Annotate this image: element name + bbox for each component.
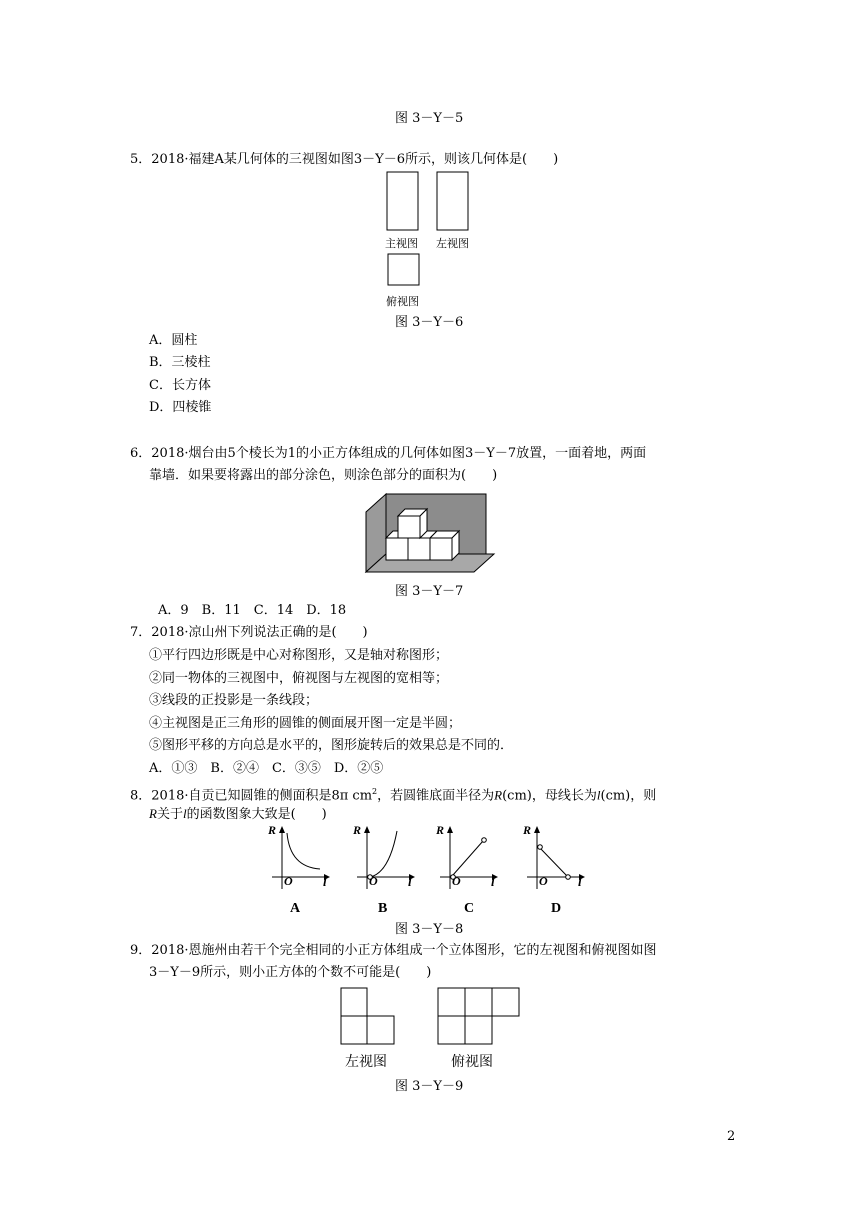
q8-superscript: 2 <box>372 787 378 796</box>
graph-label-c: C <box>464 901 475 916</box>
q7-statement-3: ③线段的正投影是一条线段； <box>149 693 319 708</box>
q8-var-l-2: l <box>182 806 187 821</box>
q5-option-d: D．四棱锥 <box>149 400 212 415</box>
graph-label-a: A <box>290 901 301 916</box>
q5-option-a: A．圆柱 <box>149 333 198 348</box>
page-number: 2 <box>727 1129 736 1144</box>
top-view-label: 俯视图 <box>386 295 419 308</box>
q8-graph-a <box>268 823 338 895</box>
graph-label-b: B <box>378 901 388 916</box>
q6-options: A．9 B．11 C．14 D．18 <box>158 603 347 618</box>
front-view-rect <box>387 172 418 230</box>
figure-caption-3-y-8: 图 3－Y－8 <box>395 922 464 937</box>
q8-stem-part-a: 8．2018·自贡已知圆锥的侧面积是8π cm <box>130 788 373 804</box>
q7-statement-4: ④主视图是正三角形的圆锥的侧面展开图一定是半圆； <box>149 716 462 731</box>
question-8-stem-line2 <box>149 805 327 824</box>
q8-var-r: R <box>494 787 503 803</box>
q7-statement-2: ②同一物体的三视图中，俯视图与左视图的宽相等； <box>149 671 449 686</box>
q5-option-b: B．三棱柱 <box>149 355 211 370</box>
q8-stem-part-e: 关于 <box>156 807 183 822</box>
question-6-stem-line1: 6．2018·烟台由5个棱长为1的小正方体组成的几何体如图3－Y－7放置，一面着地，两面 <box>130 446 647 461</box>
q8-stem-part-b: ，若圆锥底面半径为 <box>377 788 495 804</box>
graph-b-axis-r: R <box>353 823 362 837</box>
cubes-in-corner-figure <box>366 492 496 574</box>
q8-graph-d <box>523 823 593 895</box>
question-9-stem-line2: 3－Y－9所示，则小正方体的个数不可能是( ) <box>149 965 432 980</box>
q8-stem-part-c: (cm)，母线长为 <box>502 788 597 804</box>
question-9-stem-line1: 9．2018·恩施州由若干个完全相同的小正方体组成一个立体图形，它的左视图和俯视图如图 <box>130 943 657 958</box>
graph-b-axis-l: l <box>408 874 412 889</box>
graph-b-origin: O <box>369 874 378 888</box>
q8-stem-part-d: (cm)，则 <box>600 788 657 804</box>
question-5-stem: 5．2018·福建A某几何体的三视图如图3－Y－6所示，则该几何体是( ) <box>130 152 559 167</box>
q9-top-view <box>437 987 523 1047</box>
q5-option-c: C．长方体 <box>149 378 211 393</box>
top-view-square <box>388 254 419 285</box>
graph-c-axis-r: R <box>436 823 445 837</box>
q7-statement-5: ⑤图形平移的方向总是水平的，图形旋转后的效果总是不同的． <box>149 738 514 753</box>
q8-var-r-2: R <box>149 806 157 821</box>
q8-stem-part-f: 的函数图象大致是( ) <box>186 807 327 822</box>
q8-graph-b <box>353 823 423 895</box>
left-view-rect <box>437 172 468 230</box>
graph-a-axis-l: l <box>323 874 327 889</box>
graph-d-origin: O <box>539 874 548 888</box>
figure-caption-3-y-6: 图 3－Y－6 <box>395 315 464 330</box>
question-7-stem: 7．2018·凉山州下列说法正确的是( ) <box>130 625 368 640</box>
q8-graph-c <box>436 823 506 895</box>
front-view-label: 主视图 <box>385 237 418 250</box>
question-8-stem-line1 <box>130 783 656 805</box>
q9-left-view-label: 左视图 <box>345 1054 387 1070</box>
graph-d-axis-r: R <box>523 823 532 837</box>
graph-a-origin: O <box>284 874 293 888</box>
graph-c-axis-l: l <box>491 874 495 889</box>
graph-label-d: D <box>551 901 562 916</box>
figure-caption-3-y-5: 图 3－Y－5 <box>395 111 464 126</box>
graph-d-axis-l: l <box>578 874 582 889</box>
q8-var-l: l <box>596 787 601 803</box>
graph-c-origin: O <box>452 874 461 888</box>
question-6-stem-line2: 靠墙．如果要将露出的部分涂色，则涂色部分的面积为( ) <box>149 468 498 483</box>
graph-a-axis-r: R <box>268 823 277 837</box>
q7-options: A．①③ B．②④ C．③⑤ D．②⑤ <box>149 761 384 776</box>
left-view-label: 左视图 <box>436 237 469 250</box>
figure-caption-3-y-7: 图 3－Y－7 <box>395 584 464 599</box>
figure-caption-3-y-9: 图 3－Y－9 <box>395 1079 464 1094</box>
q7-statement-1: ①平行四边形既是中心对称图形，又是轴对称图形； <box>149 648 449 663</box>
q9-top-view-label: 俯视图 <box>451 1054 493 1070</box>
q9-left-view <box>340 987 400 1047</box>
